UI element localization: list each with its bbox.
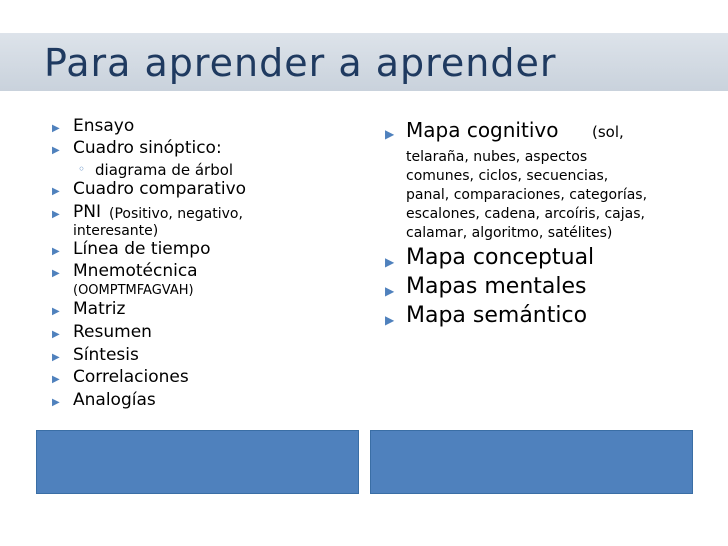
triangle-right-icon: ▶ <box>52 268 60 279</box>
item-pni: PNI <box>73 202 101 222</box>
left-blue-panel <box>36 430 359 494</box>
item-cognitivo-line: panal, comparaciones, categorías, <box>406 187 648 203</box>
item-analogias: Analogías <box>73 390 156 410</box>
triangle-right-icon: ▶ <box>52 186 60 197</box>
item-mapas-mentales: Mapas mentales <box>406 274 587 299</box>
item-cognitivo-line: telaraña, nubes, aspectos <box>406 149 588 165</box>
item-pni-detail: (Positivo, negativo, <box>109 206 243 222</box>
slide-title: Para aprender a aprender <box>44 41 557 85</box>
right-blue-panel <box>370 430 693 494</box>
item-cognitivo-line: comunes, ciclos, secuencias, <box>406 168 609 184</box>
item-cuadro-sinoptico: Cuadro sinóptico: <box>73 138 222 158</box>
item-mapa-conceptual: Mapa conceptual <box>406 245 595 270</box>
item-sintesis: Síntesis <box>73 345 139 365</box>
triangle-right-icon: ▶ <box>385 255 395 269</box>
triangle-right-icon: ▶ <box>52 352 60 363</box>
triangle-right-icon: ▶ <box>52 397 60 408</box>
item-correlaciones: Correlaciones <box>73 367 189 387</box>
item-mapa-cognitivo-suffix: (sol, <box>592 123 624 141</box>
item-cognitivo-line: escalones, cadena, arcoíris, cajas, <box>406 206 645 222</box>
triangle-right-icon: ▶ <box>385 127 395 141</box>
triangle-right-icon: ▶ <box>52 123 60 134</box>
item-matriz: Matriz <box>73 299 126 319</box>
triangle-right-icon: ▶ <box>52 306 60 317</box>
triangle-right-icon: ▶ <box>52 374 60 385</box>
triangle-right-icon: ▶ <box>52 246 60 257</box>
item-cuadro-comparativo: Cuadro comparativo <box>73 179 247 199</box>
item-ensayo: Ensayo <box>73 116 135 136</box>
item-mapa-cognitivo: Mapa cognitivo <box>406 118 559 142</box>
triangle-right-icon: ▶ <box>385 313 395 327</box>
item-linea-tiempo: Línea de tiempo <box>73 239 211 259</box>
item-mnemotecnica-detail: (OOMPTMFAGVAH) <box>73 283 194 298</box>
triangle-right-icon: ▶ <box>52 145 60 156</box>
item-pni-detail-cont: interesante) <box>73 223 159 239</box>
item-resumen: Resumen <box>73 322 152 342</box>
item-cognitivo-line: calamar, algoritmo, satélites) <box>406 225 613 241</box>
item-diagrama: diagrama de árbol <box>95 161 234 179</box>
circle-icon: ◦ <box>78 162 86 176</box>
item-mnemotecnica: Mnemotécnica <box>73 261 198 281</box>
item-mapa-semantico: Mapa semántico <box>406 303 588 328</box>
triangle-right-icon: ▶ <box>52 209 60 220</box>
triangle-right-icon: ▶ <box>385 284 395 298</box>
triangle-right-icon: ▶ <box>52 329 60 340</box>
